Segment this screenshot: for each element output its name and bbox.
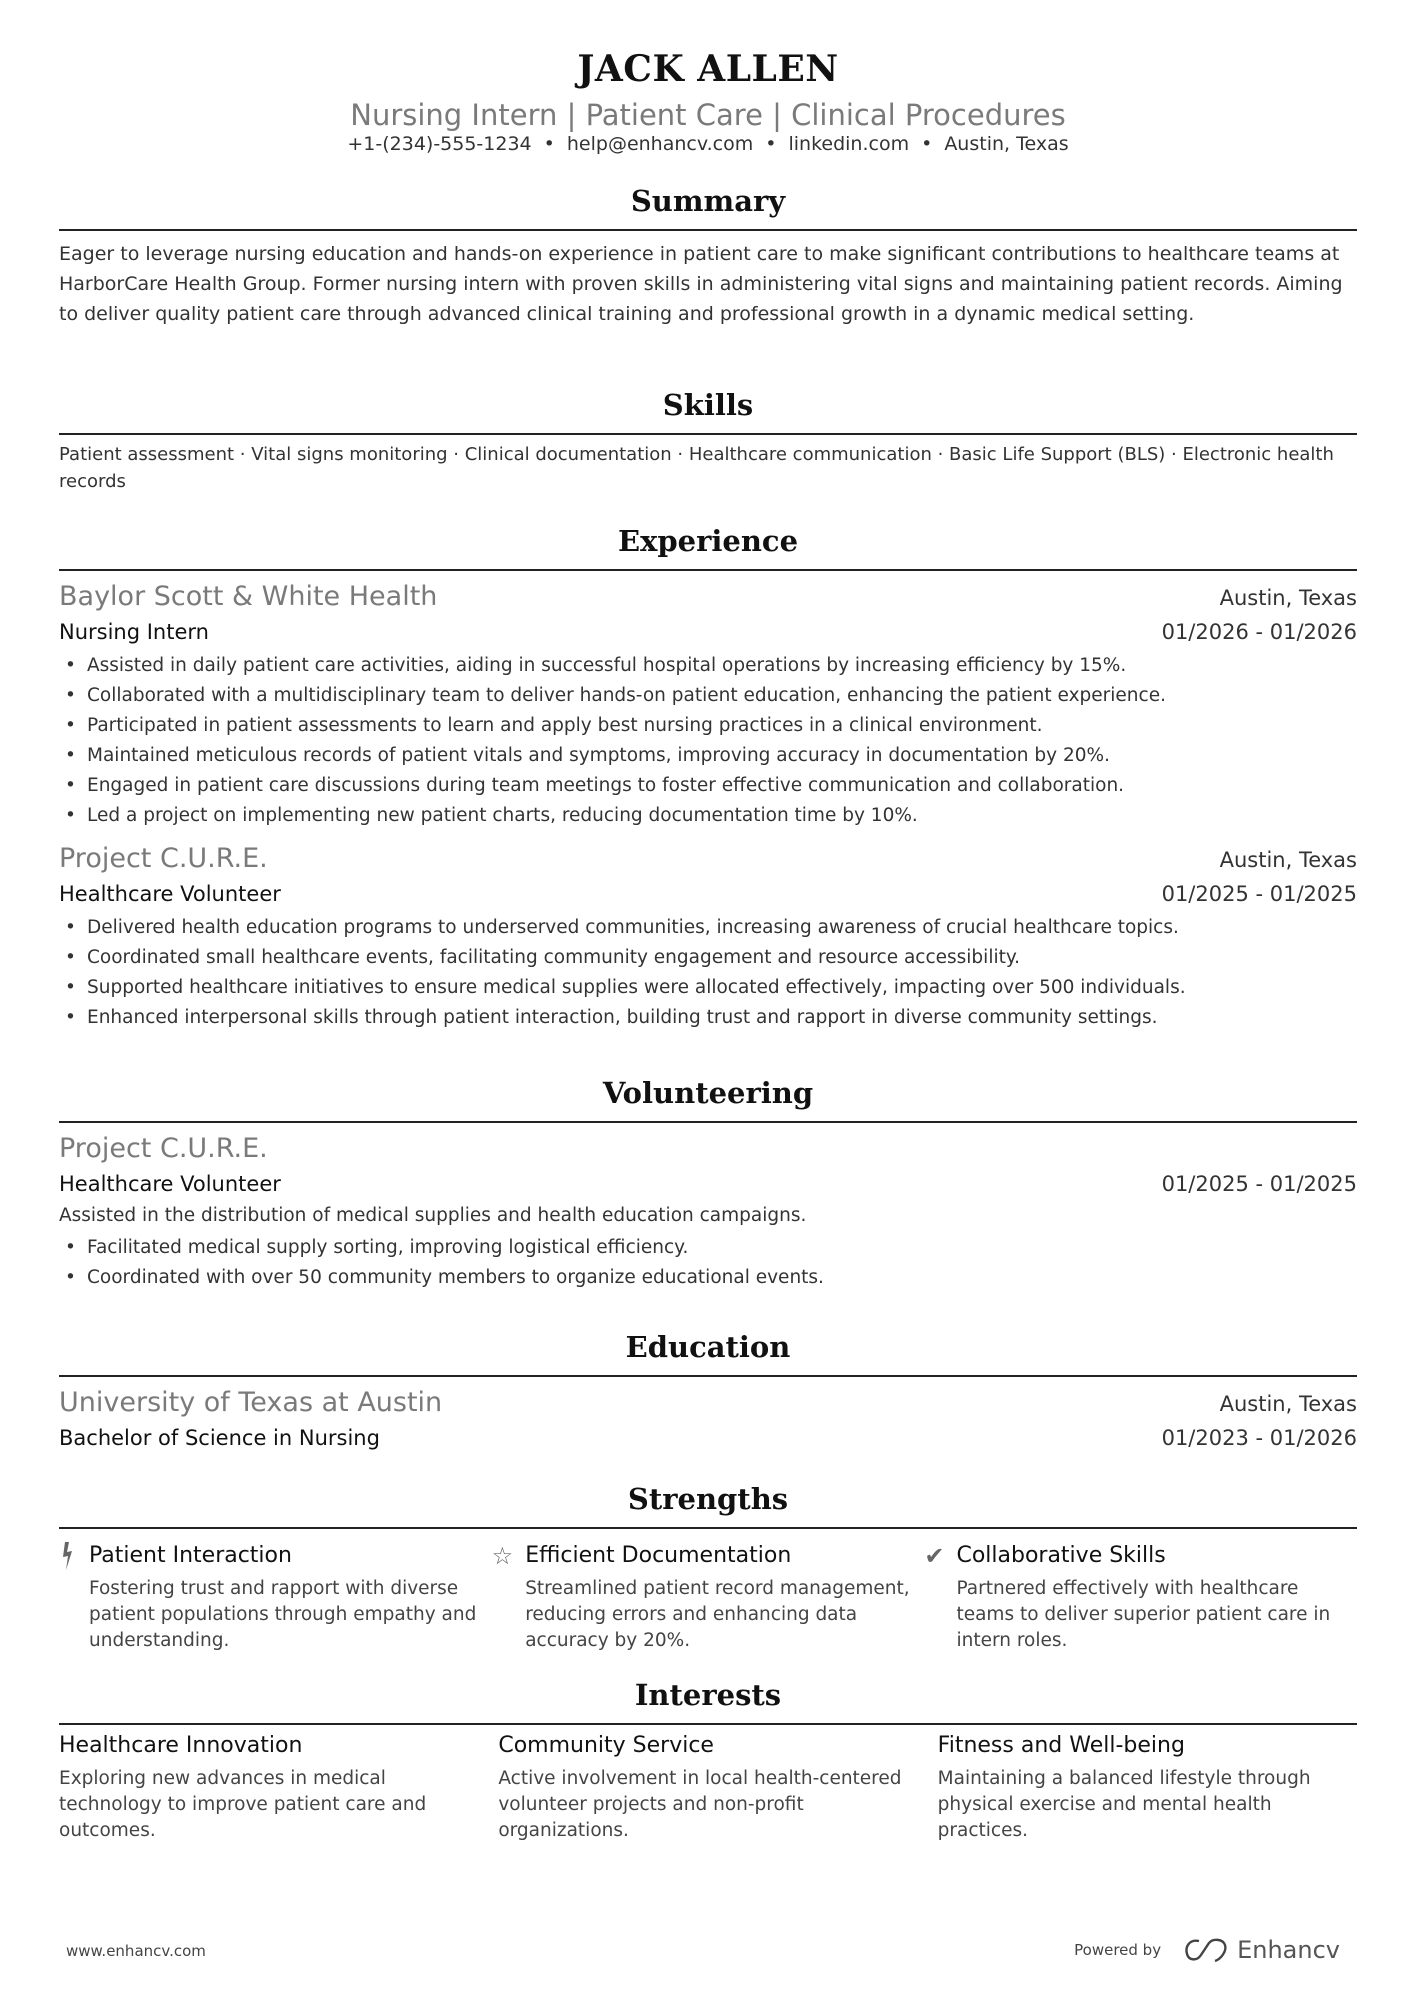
bullet-list <box>59 913 1357 1033</box>
strength-item <box>924 1541 1357 1654</box>
experience-entry <box>59 579 1357 831</box>
bullet: • Coordinated with over 50 community members to organize educational events. <box>59 1263 1357 1293</box>
location: Austin, Texas <box>944 133 1069 155</box>
volunteering-entry <box>59 1131 1357 1293</box>
section-title: Skills <box>662 388 754 422</box>
strength-desc: Streamlined patient record management, reducing errors and enhancing data accuracy by 20%. <box>525 1578 910 1651</box>
volunteering-section <box>59 1074 1357 1293</box>
entry-dates: 01/2026 - 01/2026 <box>1161 620 1357 644</box>
powered-by <box>1074 1936 1340 1964</box>
bullet: • Led a project on implementing new patient charts, reducing documentation time by 10%. <box>59 801 1357 831</box>
divider <box>59 1527 1357 1529</box>
lightning-icon <box>59 1541 77 1654</box>
interest-item <box>498 1731 937 1844</box>
check-icon: ✔ <box>924 1542 945 1570</box>
strengths-section <box>59 1480 1357 1654</box>
bullet: • Enhanced interpersonal skills through patient interaction, building trust and rapport in diverse community settings. <box>59 1003 1357 1033</box>
entry-description: Assisted in the distribution of medical supplies and health education campaigns. <box>59 1205 807 1226</box>
divider <box>59 1121 1357 1123</box>
entry-location: Austin, Texas <box>1219 848 1357 872</box>
summary-section <box>59 182 1357 329</box>
experience-section <box>59 522 1357 1033</box>
section-title: Interests <box>634 1678 782 1712</box>
entry-dates: 01/2025 - 01/2025 <box>1161 882 1357 906</box>
skills-list: Patient assessment · Vital signs monitoring · Clinical documentation · Healthcare communication · Basic Life Support (BLS) · Electronic health records <box>59 444 1334 492</box>
star-icon: ☆ <box>491 1542 514 1570</box>
section-title: Experience <box>617 524 799 558</box>
strength-item <box>492 1541 925 1654</box>
interest-item <box>938 1731 1357 1844</box>
company-name: Project C.U.R.E. <box>59 843 268 874</box>
role-title: Healthcare Volunteer <box>59 1172 281 1196</box>
contact-info: +1-(234)-555-1234 • help@enhancv.com • linkedin.com • Austin, Texas <box>347 133 1069 155</box>
bullet: • Participated in patient assessments to learn and apply best nursing practices in a clinical environment. <box>59 711 1357 741</box>
interest-desc: Exploring new advances in medical technology to improve patient care and outcomes. <box>59 1768 427 1841</box>
interest-title: Community Service <box>498 1733 714 1758</box>
company-name: Baylor Scott & White Health <box>59 581 438 612</box>
bullet: • Engaged in patient care discussions during team meetings to foster effective communication and collaboration. <box>59 771 1357 801</box>
bullet-list <box>59 651 1357 831</box>
organization-name: Project C.U.R.E. <box>59 1133 268 1164</box>
job-title: Nursing Intern <box>59 620 209 644</box>
job-title: Healthcare Volunteer <box>59 882 281 906</box>
enhancv-logo[interactable] <box>1183 1936 1340 1964</box>
strength-desc: Fostering trust and rapport with diverse patient populations through empathy and understanding. <box>89 1578 477 1651</box>
school-name: University of Texas at Austin <box>59 1387 443 1418</box>
strength-title: Collaborative Skills <box>956 1543 1166 1568</box>
divider <box>59 433 1357 435</box>
interests-section <box>59 1676 1357 1844</box>
bullet: • Delivered health education programs to underserved communities, increasing awareness of crucial healthcare topics. <box>59 913 1357 943</box>
degree: Bachelor of Science in Nursing <box>59 1426 380 1450</box>
bullet: • Supported healthcare initiatives to ensure medical supplies were allocated effectively, impacting over 500 individuals. <box>59 973 1357 1003</box>
experience-entry <box>59 841 1357 1033</box>
brand-name: Enhancv <box>1237 1936 1340 1964</box>
entry-location: Austin, Texas <box>1219 586 1357 610</box>
divider <box>59 1723 1357 1725</box>
strength-item <box>59 1541 492 1654</box>
strength-title: Efficient Documentation <box>525 1543 792 1568</box>
interest-item <box>59 1731 498 1844</box>
bullet: • Facilitated medical supply sorting, improving logistical efficiency. <box>59 1233 1357 1263</box>
email-link[interactable]: help@enhancv.com <box>566 133 754 155</box>
website-link[interactable]: www.enhancv.com <box>66 1942 206 1960</box>
entry-location: Austin, Texas <box>1219 1392 1357 1416</box>
divider <box>59 229 1357 231</box>
linkedin-link[interactable]: linkedin.com <box>788 133 910 155</box>
education-entry <box>59 1385 1357 1455</box>
enhancv-logo-icon <box>1183 1937 1229 1963</box>
summary-text: Eager to leverage nursing education and hands-on experience in patient care to make significant contributions to healthcare teams at HarborCare Health Group. Former nursing intern with proven skills in administering vital signs and maintaining patient records. Aiming to deliver quality patient care through advanced clinical training and professional growth in a dynamic medical setting. <box>59 243 1343 325</box>
divider <box>59 569 1357 571</box>
section-title: Strengths <box>627 1482 789 1516</box>
section-title: Education <box>625 1330 791 1364</box>
section-title: Volunteering <box>602 1076 814 1110</box>
powered-by-label: Powered by <box>1074 1941 1162 1959</box>
bullet: • Assisted in daily patient care activities, aiding in successful hospital operations by increasing efficiency by 15%. <box>59 651 1357 681</box>
interest-desc: Maintaining a balanced lifestyle through physical exercise and mental health practices. <box>937 1768 1311 1841</box>
interest-desc: Active involvement in local health-centered volunteer projects and non-profit organizations. <box>498 1768 902 1841</box>
entry-dates: 01/2025 - 01/2025 <box>1161 1172 1357 1196</box>
strength-desc: Partnered effectively with healthcare teams to deliver superior patient care in intern roles. <box>956 1578 1331 1651</box>
section-title: Summary <box>630 184 786 218</box>
bullet: • Collaborated with a multidisciplinary team to deliver hands-on patient education, enhancing the patient experience. <box>59 681 1357 711</box>
candidate-name: JACK ALLEN <box>577 48 839 90</box>
education-section <box>59 1328 1357 1455</box>
phone: +1-(234)-555-1234 <box>347 133 532 155</box>
divider <box>59 1375 1357 1377</box>
bullet-list <box>59 1233 1357 1293</box>
interest-title: Fitness and Well-being <box>937 1733 1185 1758</box>
headline: Nursing Intern | Patient Care | Clinical Procedures <box>350 98 1066 132</box>
skills-section <box>59 386 1357 495</box>
entry-dates: 01/2023 - 01/2026 <box>1161 1426 1357 1450</box>
bullet: • Coordinated small healthcare events, facilitating community engagement and resource accessibility. <box>59 943 1357 973</box>
interest-title: Healthcare Innovation <box>59 1733 303 1758</box>
strength-title: Patient Interaction <box>89 1543 292 1568</box>
bullet: • Maintained meticulous records of patient vitals and symptoms, improving accuracy in documentation by 20%. <box>59 741 1357 771</box>
